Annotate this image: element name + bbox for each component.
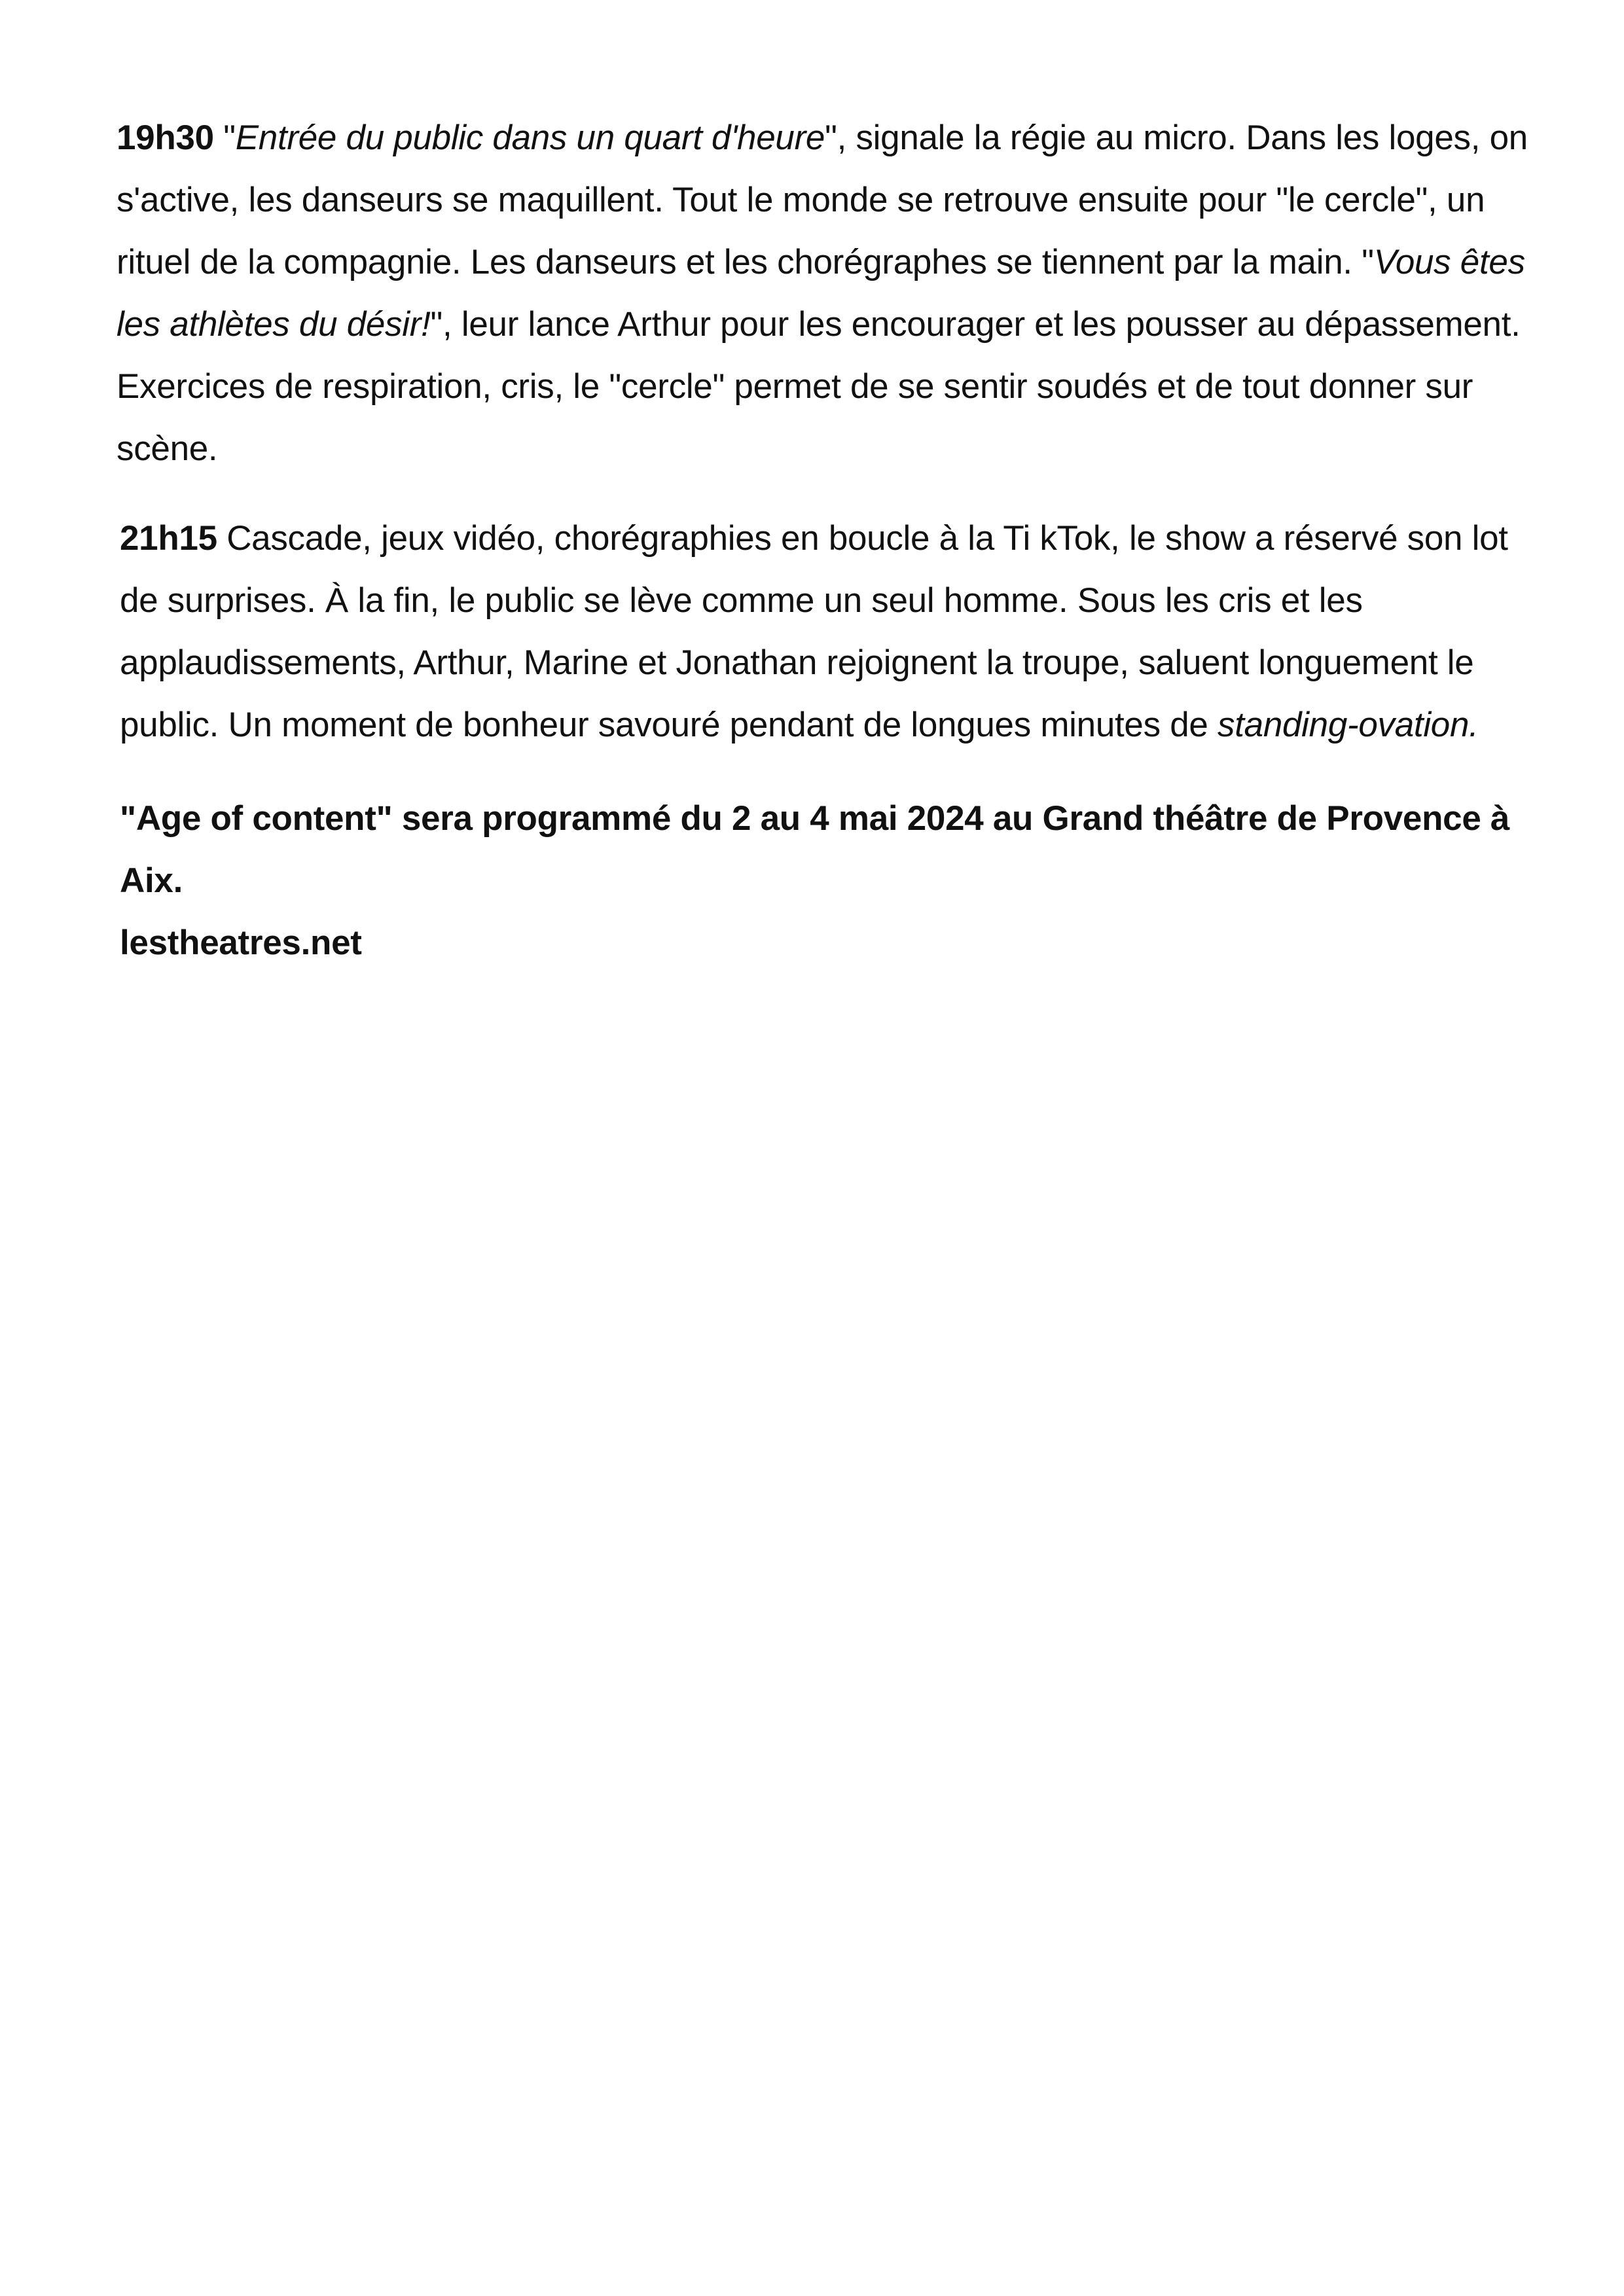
time-label: 21h15 [120,519,217,558]
paragraph-text: ", signale la régie au micro. Dans les loges, on s'active, les danseurs se maquillent. Tout le monde se retrouve ensuite pour "le cercle", un rituel de la compagnie. Les danseurs et les chorégraphes se tiennent par la main. " [117,118,1528,281]
paragraph-19h30 [117,107,1537,480]
time-label: 19h30 [117,118,214,157]
quote-mark: " [213,118,236,157]
italic-quote: Entrée du public dans un quart d'heure [235,118,825,157]
paragraph-21h15 [120,507,1521,756]
event-announcement: "Age of content" sera programmé du 2 au 4 mai 2024 au Grand théâtre de Provence à Aix. [120,799,1510,900]
italic-quote: Vous êtes les athlètes du désir! [117,243,1525,344]
website-link[interactable]: lestheatres.net [120,924,362,962]
italic-term: standing-ovation. [1218,706,1479,744]
event-info [120,787,1534,974]
paragraph-text: Cascade, jeux vidéo, chorégraphies en boucle à la Ti kTok, le show a réservé son lot de surprises. À la fin, le public se lève comme un seul homme. Sous les cris et les applaudissements, Arthur, Marine et Jonathan rejoignent la troupe, saluent longuement le public. Un moment de bonheur savouré pendant de longues minutes de [120,519,1508,744]
paragraph-text: ", leur lance Arthur pour les encourager et les pousser au dépassement. Exercices de respiration, cris, le "cercle" permet de se sentir soudés et de tout donner sur scène. [117,305,1521,468]
